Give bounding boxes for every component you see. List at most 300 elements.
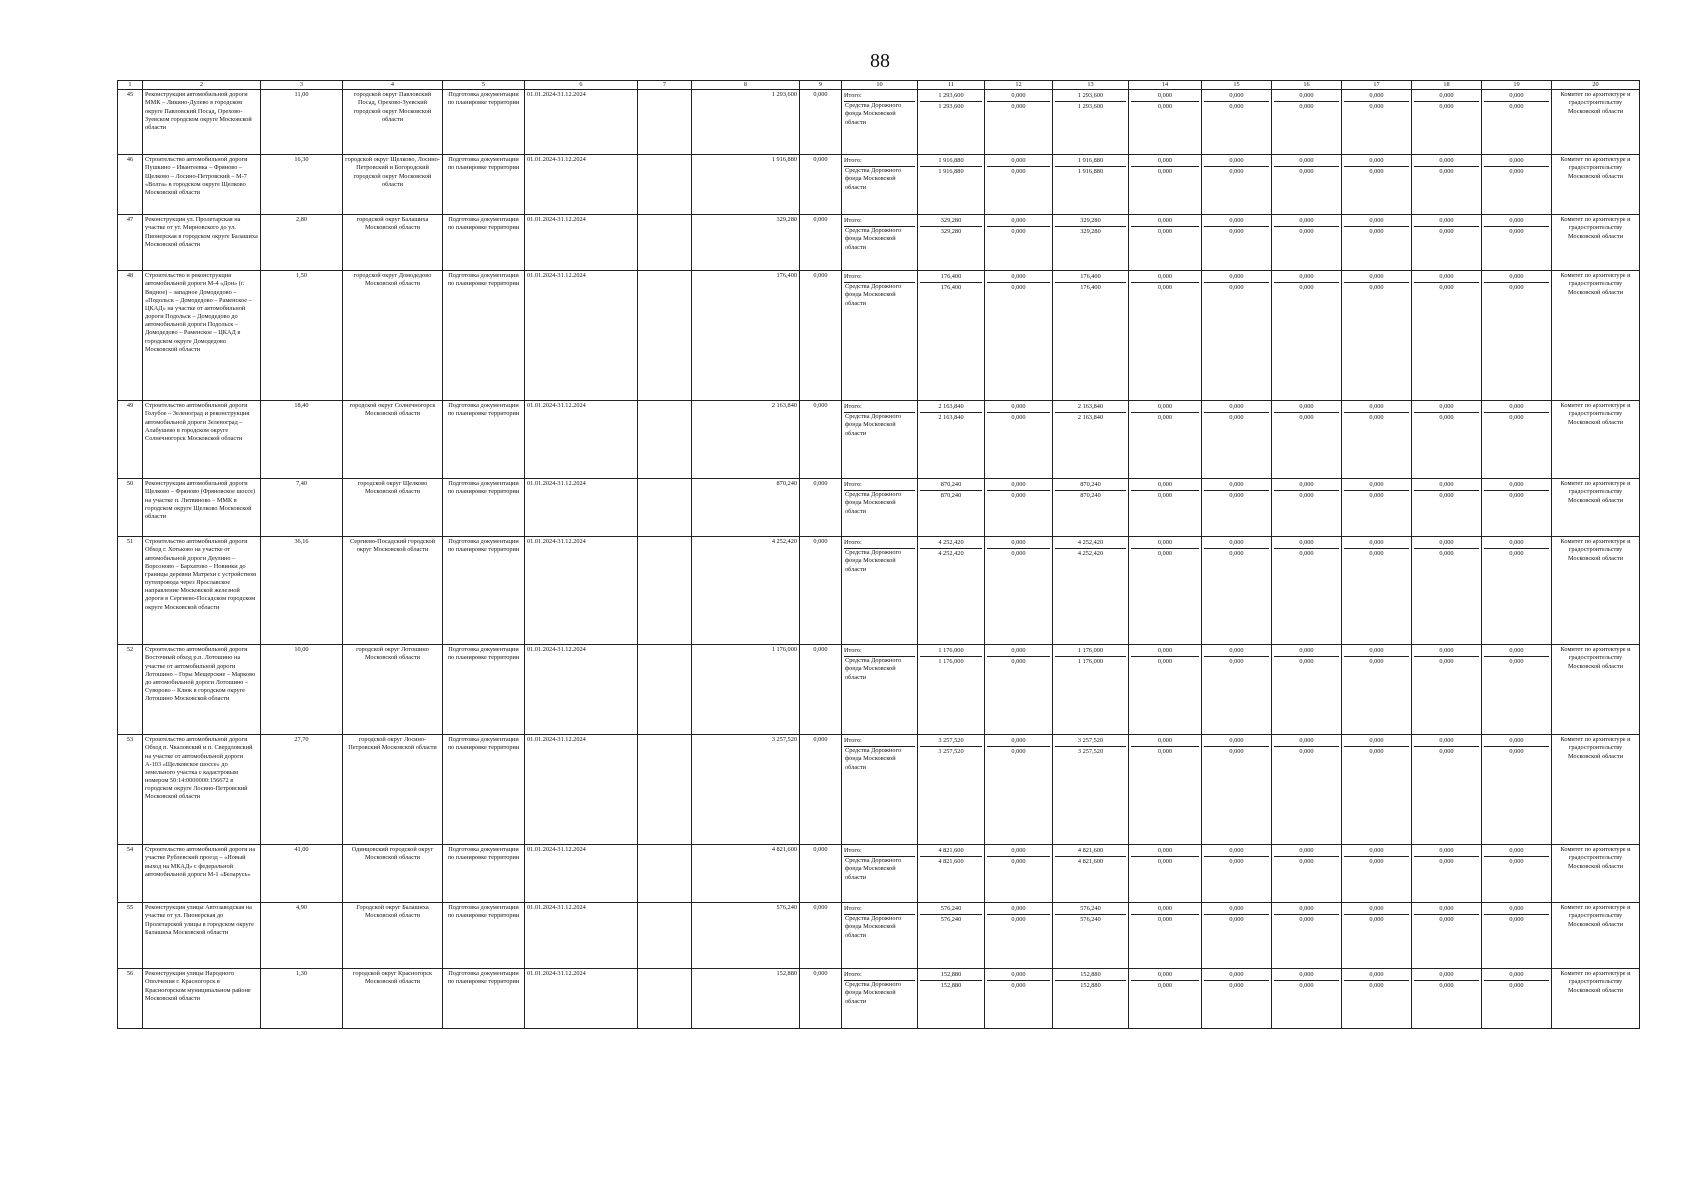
- empty-cell: [638, 271, 692, 401]
- fund-value: 0,000: [1229, 658, 1244, 666]
- fund-value: 0,000: [1509, 492, 1524, 500]
- fund-value: 152,880: [1080, 982, 1101, 990]
- object-name: Строительство автомобильной дороги Голубое – Зеленоград и реконструкция автомобильной дороги Зеленоград – Алабушево в городском округе Солнечногорск Московской области: [143, 401, 261, 479]
- financing-total-label: Итого:: [844, 646, 915, 657]
- year-value-cell: [1272, 90, 1342, 155]
- year-value-cell: [1482, 90, 1552, 155]
- total-value: 0,000: [1484, 538, 1549, 549]
- table-row: [118, 845, 1640, 903]
- period: 01.01.2024-31.12.2024: [525, 735, 638, 845]
- year-value-cell: [1272, 903, 1342, 969]
- year-value-cell: [918, 845, 985, 903]
- total-value: 0,000: [1344, 538, 1409, 549]
- object-name: Реконструкция улицы Народного Ополчения г. Красногорск в Красногорском муниципальном районе Московской области: [143, 969, 261, 1029]
- period: 01.01.2024-31.12.2024: [525, 845, 638, 903]
- table-row: [118, 969, 1640, 1029]
- total-value: 3 257,520: [1055, 736, 1126, 747]
- responsible-customer: Комитет по архитектуре и градостроительству Московской области: [1552, 903, 1640, 969]
- year-value-cell: [1482, 645, 1552, 735]
- length-value: 18,40: [261, 401, 343, 479]
- responsible-customer: Комитет по архитектуре и градостроительству Московской области: [1552, 401, 1640, 479]
- fund-value: 0,000: [1299, 658, 1314, 666]
- year-value-cell: [1482, 479, 1552, 537]
- financing-source-label: Средства Дорожного фонда Московской области: [845, 747, 902, 771]
- column-number: 9: [800, 81, 842, 90]
- column-number: 17: [1342, 81, 1412, 90]
- total-value: 0,000: [1274, 216, 1339, 227]
- work-type: Подготовка документации по планировке территории: [443, 479, 525, 537]
- responsible-customer: Комитет по архитектуре и градостроительству Московской области: [1552, 537, 1640, 645]
- total-value: 0,000: [987, 91, 1050, 102]
- municipality: городской округ Красногорск Московской области: [343, 969, 443, 1029]
- financing-source-label: Средства Дорожного фонда Московской области: [845, 915, 902, 939]
- total-value: 176,400: [920, 272, 982, 283]
- empty-cell: [638, 479, 692, 537]
- fund-value: 0,000: [1299, 168, 1314, 176]
- period: 01.01.2024-31.12.2024: [525, 903, 638, 969]
- year-value-cell: [1202, 90, 1272, 155]
- responsible-customer: Комитет по архитектуре и градостроительству Московской области: [1552, 969, 1640, 1029]
- fund-value: 0,000: [1299, 228, 1314, 236]
- fund-value: 0,000: [1157, 228, 1173, 236]
- year-value-cell: [1482, 537, 1552, 645]
- row-number: 46: [118, 155, 143, 215]
- year-value-cell: [1342, 903, 1412, 969]
- fund-value: 576,240: [1080, 916, 1101, 924]
- total-value: 0,000: [1484, 272, 1549, 283]
- year-value-cell: [1412, 537, 1482, 645]
- table-row: [118, 271, 1640, 401]
- municipality: городской округ Павловский Посад, Орехово-Зуевский городской округ Московской области: [343, 90, 443, 155]
- length-value: 36,16: [261, 537, 343, 645]
- fund-value: 0,000: [1011, 492, 1026, 500]
- column-number: 14: [1129, 81, 1202, 90]
- total-value: 0,000: [1204, 646, 1269, 657]
- fund-value: 0,000: [1509, 103, 1524, 111]
- fund-value: 0,000: [1369, 858, 1384, 866]
- total-value: 576,240: [920, 904, 982, 915]
- fund-value: 0,000: [1299, 284, 1314, 292]
- fund-value: 0,000: [1439, 168, 1454, 176]
- fund-value: 0,000: [1299, 982, 1314, 990]
- total-value: 0,000: [1414, 736, 1479, 747]
- fund-value: 0,000: [1369, 103, 1384, 111]
- total-value: 1 176,000: [920, 646, 982, 657]
- year-value-cell: [1053, 401, 1129, 479]
- fund-value: 4 821,600: [1077, 858, 1104, 866]
- fund-value: 0,000: [1509, 658, 1524, 666]
- year-value-cell: [985, 735, 1053, 845]
- length-value: 2,80: [261, 215, 343, 271]
- year-value-cell: [1129, 537, 1202, 645]
- total-value: 0,000: [1344, 736, 1409, 747]
- work-type: Подготовка документации по планировке территории: [443, 735, 525, 845]
- total-value: 0,000: [1484, 904, 1549, 915]
- length-value: 16,30: [261, 155, 343, 215]
- year-value-cell: [1342, 479, 1412, 537]
- financing-total-label: Итого:: [844, 272, 915, 283]
- total-value: 0,000: [1414, 91, 1479, 102]
- fund-value: 0,000: [1299, 748, 1314, 756]
- fund-value: 4 252,420: [938, 550, 964, 558]
- year-value-cell: [1053, 155, 1129, 215]
- total-value: 0,000: [1484, 736, 1549, 747]
- fund-value: 0,000: [1299, 414, 1314, 422]
- municipality: городской округ Лосино-Петровский Московской области: [343, 735, 443, 845]
- col9-value: 0,000: [800, 903, 842, 969]
- total-value: 0,000: [1274, 272, 1339, 283]
- fund-value: 0,000: [1369, 414, 1384, 422]
- object-name: Строительство автомобильной дороги Обход п. Чкаловский и п. Свердловский на участке от автомобильной дороги А-103 «Щелковское шоссе» до земельного участка с кадастровым номером 50:14:0000000:156672 в городском округе Лосино-Петровский Московской области: [143, 735, 261, 845]
- length-value: 27,70: [261, 735, 343, 845]
- total-value: 2 163,840: [920, 402, 982, 413]
- period: 01.01.2024-31.12.2024: [525, 215, 638, 271]
- total-value: 0,000: [1414, 216, 1479, 227]
- length-value: 1,50: [261, 271, 343, 401]
- col9-value: 0,000: [800, 645, 842, 735]
- fund-value: 0,000: [1369, 284, 1384, 292]
- total-value: 0,000: [1131, 402, 1199, 413]
- object-name: Строительство и реконструкция автомобильной дороги М-4 «Дон» (г. Видное) – западное Домодедово – «Подольск – Домодедово – Раменское – ЦКАД» на участке от автомобильной дороги Подольск – Домодедово до автомобильной дороги Подольск – Домодедово – Раменское – ЦКАД в городском округе Домодедово Московской области: [143, 271, 261, 401]
- year-value-cell: [1053, 903, 1129, 969]
- municipality: Одинцовский городской округ Московской области: [343, 845, 443, 903]
- fund-value: 0,000: [1157, 550, 1173, 558]
- row-number: 56: [118, 969, 143, 1029]
- total-value: 0,000: [1344, 91, 1409, 102]
- year-value-cell: [1053, 479, 1129, 537]
- table-row: [118, 155, 1640, 215]
- municipality: городской округ Солнечногорск Московской области: [343, 401, 443, 479]
- program-table: [117, 80, 1640, 1029]
- column-number: 6: [525, 81, 638, 90]
- year-value-cell: [1342, 271, 1412, 401]
- year-value-cell: [1342, 155, 1412, 215]
- total-value: 0,000: [1344, 646, 1409, 657]
- year-value-cell: [985, 90, 1053, 155]
- financing-source-label: Средства Дорожного фонда Московской области: [845, 413, 902, 437]
- total-value: 0,000: [1274, 480, 1339, 491]
- total-value: 0,000: [1204, 480, 1269, 491]
- year-value-cell: [985, 645, 1053, 735]
- year-value-cell: [1342, 401, 1412, 479]
- fund-value: 0,000: [1439, 414, 1454, 422]
- period: 01.01.2024-31.12.2024: [525, 479, 638, 537]
- year-value-cell: [1342, 735, 1412, 845]
- fund-value: 0,000: [1439, 492, 1454, 500]
- fund-value: 0,000: [1439, 284, 1454, 292]
- work-type: Подготовка документации по планировке территории: [443, 215, 525, 271]
- year-value-cell: [1482, 401, 1552, 479]
- table-row: [118, 401, 1640, 479]
- financing-source: [842, 155, 918, 215]
- year-value-cell: [1129, 735, 1202, 845]
- year-value-cell: [918, 903, 985, 969]
- col9-value: 0,000: [800, 537, 842, 645]
- fund-value: 0,000: [1299, 550, 1314, 558]
- work-type: Подготовка документации по планировке территории: [443, 537, 525, 645]
- fund-value: 0,000: [1369, 982, 1384, 990]
- col9-value: 0,000: [800, 735, 842, 845]
- total-value: 0,000: [1484, 970, 1549, 981]
- year-value-cell: [1202, 215, 1272, 271]
- fund-value: 0,000: [1229, 284, 1244, 292]
- year-value-cell: [1342, 537, 1412, 645]
- fund-value: 0,000: [1229, 858, 1244, 866]
- year-value-cell: [1129, 645, 1202, 735]
- fund-value: 0,000: [1157, 916, 1173, 924]
- total-value: 0,000: [1484, 402, 1549, 413]
- year-value-cell: [1482, 903, 1552, 969]
- fund-value: 0,000: [1369, 916, 1384, 924]
- col9-value: 0,000: [800, 90, 842, 155]
- financing-total-label: Итого:: [844, 904, 915, 915]
- total-value: 0,000: [1204, 538, 1269, 549]
- total-value: 0,000: [987, 216, 1050, 227]
- column-number: 12: [985, 81, 1053, 90]
- total-value: 0,000: [1274, 904, 1339, 915]
- year-value-cell: [1129, 215, 1202, 271]
- fund-value: 0,000: [1509, 858, 1524, 866]
- col9-value: 0,000: [800, 479, 842, 537]
- year-value-cell: [1129, 271, 1202, 401]
- year-value-cell: [1272, 735, 1342, 845]
- total-value: 0,000: [1274, 156, 1339, 167]
- page-number: 88: [870, 50, 890, 72]
- total-value: 0,000: [1484, 91, 1549, 102]
- total-value: 176,400: [1055, 272, 1126, 283]
- total-value: 0,000: [1131, 970, 1199, 981]
- length-value: 1,30: [261, 969, 343, 1029]
- year-value-cell: [1412, 479, 1482, 537]
- fund-value: 0,000: [1369, 168, 1384, 176]
- fund-value: 1 176,000: [1077, 658, 1104, 666]
- cost-value: 1 176,000: [692, 645, 800, 735]
- total-value: 152,880: [920, 970, 982, 981]
- year-value-cell: [918, 90, 985, 155]
- year-value-cell: [1202, 969, 1272, 1029]
- total-value: 0,000: [1344, 846, 1409, 857]
- year-value-cell: [1053, 271, 1129, 401]
- empty-cell: [638, 645, 692, 735]
- total-value: 3 257,520: [920, 736, 982, 747]
- financing-source-label: Средства Дорожного фонда Московской области: [845, 283, 902, 307]
- fund-value: 0,000: [1229, 414, 1244, 422]
- total-value: 0,000: [1204, 402, 1269, 413]
- fund-value: 2 163,840: [1077, 414, 1104, 422]
- total-value: 0,000: [1344, 216, 1409, 227]
- fund-value: 0,000: [1011, 916, 1026, 924]
- total-value: 4 821,600: [920, 846, 982, 857]
- total-value: 0,000: [987, 480, 1050, 491]
- financing-source-label: Средства Дорожного фонда Московской области: [845, 102, 902, 126]
- total-value: 0,000: [1274, 846, 1339, 857]
- year-value-cell: [985, 155, 1053, 215]
- total-value: 0,000: [1344, 402, 1409, 413]
- row-number: 55: [118, 903, 143, 969]
- financing-source: [842, 215, 918, 271]
- total-value: 0,000: [1131, 904, 1199, 915]
- year-value-cell: [1129, 401, 1202, 479]
- fund-value: 2 163,840: [938, 414, 964, 422]
- total-value: 870,240: [920, 480, 982, 491]
- length-value: 10,00: [261, 645, 343, 735]
- year-value-cell: [918, 479, 985, 537]
- total-value: 4 821,600: [1055, 846, 1126, 857]
- fund-value: 0,000: [1229, 492, 1244, 500]
- cost-value: 152,880: [692, 969, 800, 1029]
- financing-total-label: Итого:: [844, 402, 915, 413]
- year-value-cell: [1053, 845, 1129, 903]
- fund-value: 870,240: [940, 492, 962, 500]
- financing-total-label: Итого:: [844, 970, 915, 981]
- total-value: 0,000: [987, 538, 1050, 549]
- total-value: 0,000: [987, 736, 1050, 747]
- fund-value: 0,000: [1299, 916, 1314, 924]
- fund-value: 0,000: [1157, 168, 1173, 176]
- total-value: 0,000: [1484, 216, 1549, 227]
- year-value-cell: [1053, 645, 1129, 735]
- object-name: Реконструкция автомобильной дороги ММК – Ликино-Дулево в городском округе Павловский Посад, Орехово-Зуевском городском округе Московской области: [143, 90, 261, 155]
- year-value-cell: [1342, 845, 1412, 903]
- year-value-cell: [1272, 479, 1342, 537]
- total-value: 2 163,840: [1055, 402, 1126, 413]
- empty-cell: [638, 845, 692, 903]
- table-row: [118, 479, 1640, 537]
- financing-total-label: Итого:: [844, 736, 915, 747]
- year-value-cell: [1272, 271, 1342, 401]
- fund-value: 0,000: [1011, 284, 1026, 292]
- total-value: 0,000: [1274, 538, 1339, 549]
- year-value-cell: [918, 537, 985, 645]
- year-value-cell: [1272, 401, 1342, 479]
- column-number: 10: [842, 81, 918, 90]
- year-value-cell: [1202, 479, 1272, 537]
- year-value-cell: [918, 155, 985, 215]
- year-value-cell: [1412, 271, 1482, 401]
- year-value-cell: [1342, 969, 1412, 1029]
- total-value: 1 293,600: [920, 91, 982, 102]
- column-number: 19: [1482, 81, 1552, 90]
- total-value: 0,000: [987, 272, 1050, 283]
- total-value: 0,000: [1344, 970, 1409, 981]
- column-number: 16: [1272, 81, 1342, 90]
- financing-source-label: Средства Дорожного фонда Московской области: [845, 167, 902, 191]
- column-number: 2: [143, 81, 261, 90]
- year-value-cell: [1053, 735, 1129, 845]
- total-value: 0,000: [1414, 272, 1479, 283]
- col9-value: 0,000: [800, 401, 842, 479]
- responsible-customer: Комитет по архитектуре и градостроительству Московской области: [1552, 479, 1640, 537]
- year-value-cell: [1129, 969, 1202, 1029]
- financing-source-label: Средства Дорожного фонда Московской области: [845, 981, 902, 1005]
- fund-value: 0,000: [1157, 658, 1173, 666]
- total-value: 4 252,420: [920, 538, 982, 549]
- fund-value: 0,000: [1509, 982, 1524, 990]
- fund-value: 0,000: [1439, 658, 1454, 666]
- year-value-cell: [918, 215, 985, 271]
- total-value: 0,000: [1414, 970, 1479, 981]
- total-value: 0,000: [1131, 480, 1199, 491]
- responsible-customer: Комитет по архитектуре и градостроительству Московской области: [1552, 271, 1640, 401]
- column-number: 13: [1053, 81, 1129, 90]
- responsible-customer: Комитет по архитектуре и градостроительству Московской области: [1552, 845, 1640, 903]
- fund-value: 0,000: [1229, 103, 1244, 111]
- column-number: 11: [918, 81, 985, 90]
- financing-total-label: Итого:: [844, 156, 915, 167]
- col9-value: 0,000: [800, 271, 842, 401]
- total-value: 0,000: [1204, 904, 1269, 915]
- year-value-cell: [918, 645, 985, 735]
- total-value: 0,000: [1274, 91, 1339, 102]
- year-value-cell: [1129, 479, 1202, 537]
- table-row: [118, 537, 1640, 645]
- total-value: 0,000: [1274, 646, 1339, 657]
- fund-value: 0,000: [1369, 550, 1384, 558]
- table-body: [118, 81, 1640, 1029]
- object-name: Строительство автомобильной дороги Восточный обход р.п. Лотошино на участке от автомобильной дороги Лотошино – Горы Мещерские – Марково до автомобильной дороги Лотошино – Суворово – Клюк в городском округе Лотошино Московской области: [143, 645, 261, 735]
- total-value: 0,000: [987, 904, 1050, 915]
- fund-value: 0,000: [1011, 168, 1026, 176]
- financing-source: [842, 845, 918, 903]
- period: 01.01.2024-31.12.2024: [525, 271, 638, 401]
- year-value-cell: [1202, 645, 1272, 735]
- total-value: 0,000: [1484, 846, 1549, 857]
- year-value-cell: [1342, 645, 1412, 735]
- length-value: 11,00: [261, 90, 343, 155]
- fund-value: 0,000: [1011, 748, 1026, 756]
- year-value-cell: [1272, 845, 1342, 903]
- table-row: [118, 215, 1640, 271]
- total-value: 0,000: [1414, 480, 1479, 491]
- total-value: 0,000: [1414, 402, 1479, 413]
- year-value-cell: [1482, 271, 1552, 401]
- fund-value: 0,000: [1157, 492, 1173, 500]
- object-name: Реконструкция автомобильной дороги Щелково – Фряново (Фряновское шоссе) на участке п. Литвиново – ММК в городском округе Щелково Московской области: [143, 479, 261, 537]
- cost-value: 176,400: [692, 271, 800, 401]
- year-value-cell: [1272, 215, 1342, 271]
- fund-value: 0,000: [1157, 982, 1173, 990]
- total-value: 0,000: [1131, 736, 1199, 747]
- row-number: 50: [118, 479, 143, 537]
- fund-value: 176,400: [940, 284, 962, 292]
- fund-value: 0,000: [1229, 982, 1244, 990]
- year-value-cell: [985, 969, 1053, 1029]
- column-number: 3: [261, 81, 343, 90]
- fund-value: 0,000: [1509, 284, 1524, 292]
- period: 01.01.2024-31.12.2024: [525, 155, 638, 215]
- total-value: 0,000: [1414, 156, 1479, 167]
- table-row: [118, 90, 1640, 155]
- row-number: 48: [118, 271, 143, 401]
- fund-value: 1 916,880: [938, 168, 964, 176]
- municipality: городской округ Лотошино Московской области: [343, 645, 443, 735]
- year-value-cell: [1129, 903, 1202, 969]
- column-number: 18: [1412, 81, 1482, 90]
- object-name: Реконструкция улицы Автозаводская на участке от ул. Пионерская до Пролетарской улицы в городском округе Балашиха Московской области: [143, 903, 261, 969]
- column-number: 8: [692, 81, 800, 90]
- fund-value: 1 916,880: [1077, 168, 1104, 176]
- table-row: [118, 735, 1640, 845]
- year-value-cell: [985, 215, 1053, 271]
- financing-source-label: Средства Дорожного фонда Московской области: [845, 549, 902, 573]
- financing-source: [842, 479, 918, 537]
- total-value: 0,000: [1131, 846, 1199, 857]
- empty-cell: [638, 215, 692, 271]
- financing-source: [842, 90, 918, 155]
- total-value: 1 176,000: [1055, 646, 1126, 657]
- year-value-cell: [1272, 537, 1342, 645]
- municipality: городской округ Домодедово Московской области: [343, 271, 443, 401]
